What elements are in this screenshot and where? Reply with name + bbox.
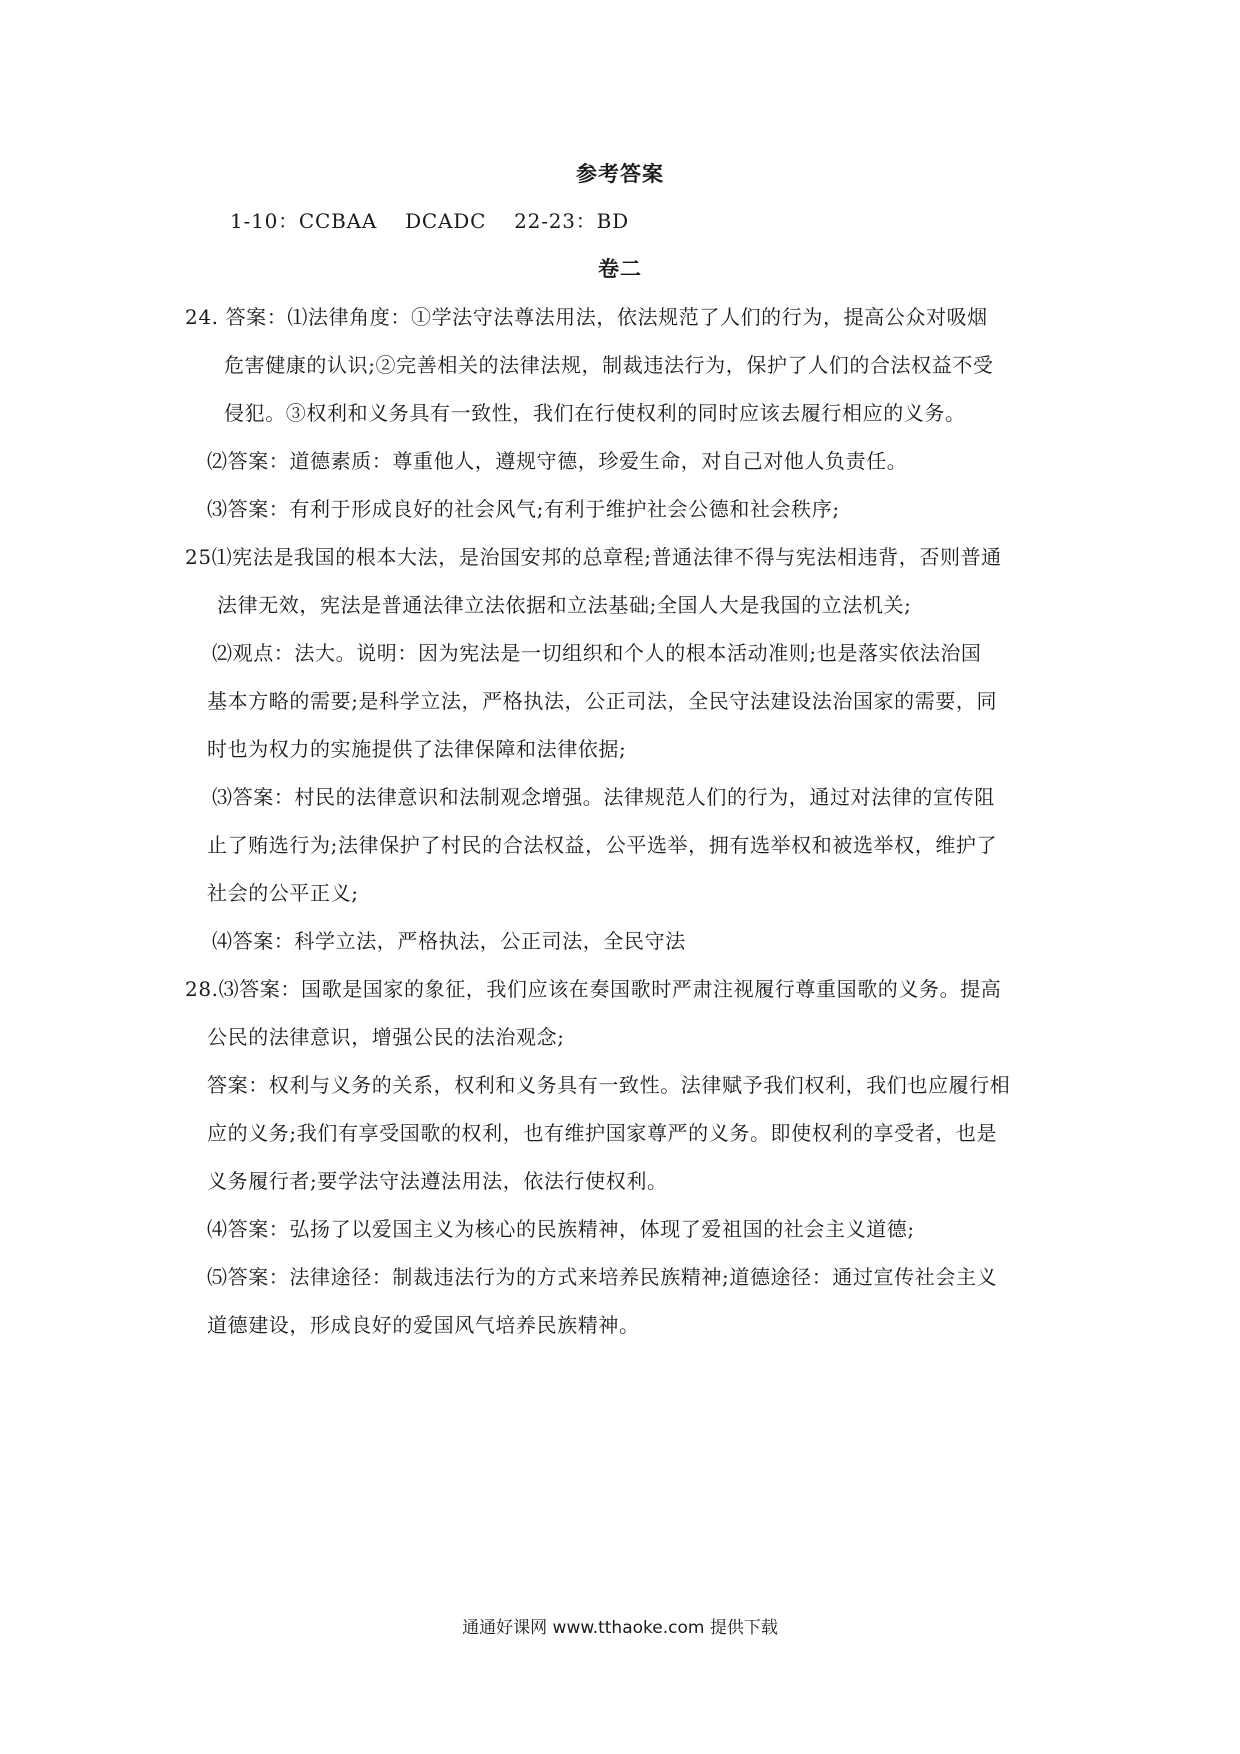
answer-line: ⑶答案：村民的法律意识和法制观念增强。法律规范人们的行为，通过对法律的宣传阻 — [212, 785, 995, 809]
answer-line: ⑶答案：有利于形成良好的社会风气;有利于维护社会公德和社会秩序; — [207, 497, 840, 521]
answer-line: ⑷答案：弘扬了以爱国主义为核心的民族精神，体现了爱祖国的社会主义道德; — [207, 1217, 915, 1241]
choice-answers: 1-10：CCBAA DCADC 22-23：BD — [230, 209, 629, 233]
answer-line: 答案：权利与义务的关系，权利和义务具有一致性。法律赋予我们权利，我们也应履行相 — [207, 1073, 1011, 1097]
answer-line: ⑷答案：科学立法，严格执法，公正司法，全民守法 — [212, 929, 686, 953]
answer-line: 24. 答案：⑴法律角度：①学法守法尊法用法，依法规范了人们的行为，提高公众对吸烟 — [185, 305, 988, 329]
answer-line: 25⑴宪法是我国的根本大法，是治国安邦的总章程;普通法律不得与宪法相违背，否则普通 — [185, 545, 1002, 569]
answer-line: 止了贿选行为;法律保护了村民的合法权益，公平选举，拥有选举权和被选举权，维护了 — [207, 833, 998, 857]
answer-line: ⑸答案：法律途径：制裁违法行为的方式来培养民族精神;道德途径：通过宣传社会主义 — [207, 1265, 998, 1289]
answer-line: 侵犯。③权利和义务具有一致性，我们在行使权利的同时应该去履行相应的义务。 — [224, 401, 966, 425]
answer-line: 基本方略的需要;是科学立法，严格执法，公正司法，全民守法建设法治国家的需要，同 — [207, 689, 998, 713]
answer-line: 危害健康的认识;②完善相关的法律法规，制裁违法行为，保护了人们的合法权益不受 — [224, 353, 994, 377]
section-title: 卷二 — [598, 256, 642, 281]
answer-line: 28.⑶答案：国歌是国家的象征，我们应该在奏国歌时严肃注视履行尊重国歌的义务。提高 — [185, 977, 1002, 1001]
answer-line: 义务履行者;要学法守法遵法用法，依法行使权利。 — [207, 1169, 668, 1193]
answer-line: 法律无效，宪法是普通法律立法依据和立法基础;全国人大是我国的立法机关; — [217, 593, 912, 617]
answer-line: ⑵答案：道德素质：尊重他人，遵规守德，珍爱生命，对自己对他人负责任。 — [207, 449, 908, 473]
page-footer: 通通好课网 www.tthaoke.com 提供下载 — [462, 1618, 778, 1638]
answer-line: 道德建设，形成良好的爱国风气培养民族精神。 — [207, 1313, 640, 1337]
answer-line: ⑵观点：法大。说明：因为宪法是一切组织和个人的根本活动准则;也是落实依法治国 — [212, 641, 982, 665]
answer-line: 时也为权力的实施提供了法律保障和法律依据; — [207, 737, 627, 761]
answer-line: 公民的法律意识，增强公民的法治观念; — [207, 1025, 565, 1049]
answer-line: 社会的公平正义; — [207, 881, 359, 905]
answer-line: 应的义务;我们有享受国歌的权利，也有维护国家尊严的义务。即使权利的享受者，也是 — [207, 1121, 998, 1145]
page-title: 参考答案 — [576, 161, 664, 186]
